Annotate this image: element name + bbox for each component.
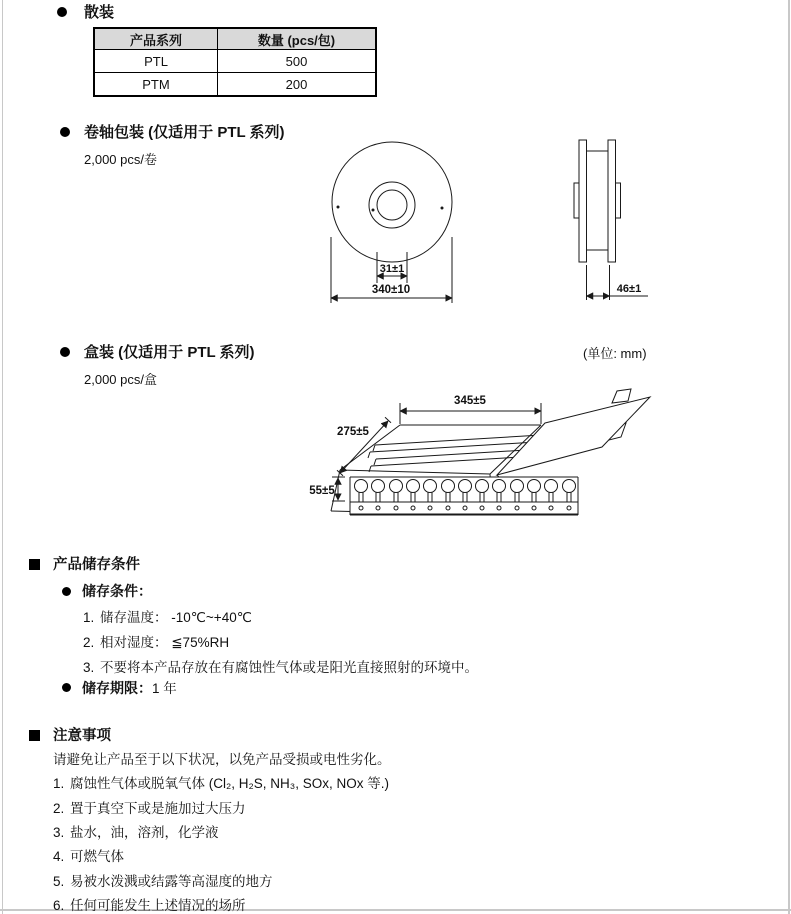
storage-conditions-label: 储存条件：: [82, 583, 152, 599]
item-text: 不要将本产品存放在有腐蚀性气体或是阳光直接照射的环境中。: [100, 660, 478, 675]
item-number: 4.: [53, 849, 65, 864]
item-number: 6.: [53, 898, 65, 913]
item-text: 储存温度： -10℃~+40℃: [100, 610, 252, 625]
dim-label-hub: 31±1: [379, 263, 405, 275]
item-text: 腐蚀性气体或脱氧气体 (Cl₂, H₂S, NH₃, SOx, NOx 等.): [70, 776, 389, 791]
item-text: 置于真空下或是施加过大压力: [70, 801, 246, 816]
bullet-icon: [57, 7, 67, 17]
precaution-item: [53, 821, 219, 841]
bulk-section-title: 散装: [84, 4, 115, 21]
precautions-intro: 请避免让产品至于以下状况，以免产品受损或电性劣化。: [53, 752, 391, 767]
storage-condition-item: [83, 631, 229, 651]
square-bullet-icon: [29, 730, 40, 741]
table-row: [94, 73, 376, 97]
box-lid: [497, 389, 650, 475]
cell-series: PTL: [94, 50, 218, 73]
component-strip: [350, 477, 578, 515]
storage-period-value: 1 年: [152, 681, 177, 696]
dim-label-height: 55±5: [309, 485, 335, 497]
box-quantity: 2,000 pcs/盒: [84, 372, 157, 387]
item-text: 盐水，油，溶剂，化学液: [70, 825, 219, 840]
storage-period-line: [82, 677, 177, 698]
item-number: 1.: [83, 610, 95, 625]
cell-qty: 500: [218, 50, 377, 73]
reel-section-title: 卷轴包装 (仅适用于 PTL 系列): [84, 124, 285, 141]
item-number: 2.: [83, 635, 95, 650]
item-number: 1.: [53, 776, 65, 791]
table-row: [94, 50, 376, 73]
dim-label-length: 345±5: [454, 395, 486, 407]
item-number: 2.: [53, 801, 65, 816]
bullet-icon: [62, 587, 71, 596]
dim-label-width: 46±1: [616, 283, 642, 295]
precaution-item: [53, 870, 273, 890]
item-text: 任何可能发生上述情况的场所: [70, 898, 246, 913]
item-number: 5.: [53, 874, 65, 889]
storage-period-label: 储存期限：: [82, 680, 152, 696]
precaution-item: [53, 845, 124, 865]
reel-side-view: [574, 140, 648, 300]
table-header-qty: 数量 (pcs/包): [218, 28, 377, 50]
item-text: 可燃气体: [70, 849, 124, 864]
page-edge-left: [2, 0, 3, 914]
item-number: 3.: [53, 825, 65, 840]
reel-front-view: [331, 142, 452, 303]
bulk-packaging-table: [93, 27, 377, 97]
page-edge-right: [788, 0, 790, 914]
square-bullet-icon: [29, 559, 40, 570]
dim-label-outer: 340±10: [371, 284, 411, 296]
item-text: 易被水泼溅或结露等高湿度的地方: [70, 874, 273, 889]
item-number: 3.: [83, 660, 95, 675]
cell-series: PTM: [94, 73, 218, 97]
storage-condition-item: [83, 606, 252, 626]
bullet-icon: [60, 347, 70, 357]
precaution-item: [53, 797, 246, 817]
reel-drawing: [315, 130, 665, 315]
storage-condition-item: [83, 656, 478, 676]
cell-qty: 200: [218, 73, 377, 97]
table-header-series: 产品系列: [94, 28, 218, 50]
bullet-icon: [60, 127, 70, 137]
box-drawing: [300, 388, 660, 523]
precautions-section-title: 注意事项: [53, 728, 111, 744]
reel-quantity: 2,000 pcs/卷: [84, 152, 157, 167]
precaution-item: [53, 772, 389, 792]
unit-note: (单位: mm): [583, 346, 647, 361]
box-section-title: 盒装 (仅适用于 PTL 系列): [84, 344, 255, 361]
item-text: 相对湿度： ≦75%RH: [100, 635, 230, 650]
dim-label-depth: 275±5: [337, 426, 369, 438]
storage-section-title: 产品储存条件: [53, 557, 140, 573]
precaution-item: [53, 894, 246, 914]
bullet-icon: [62, 683, 71, 692]
